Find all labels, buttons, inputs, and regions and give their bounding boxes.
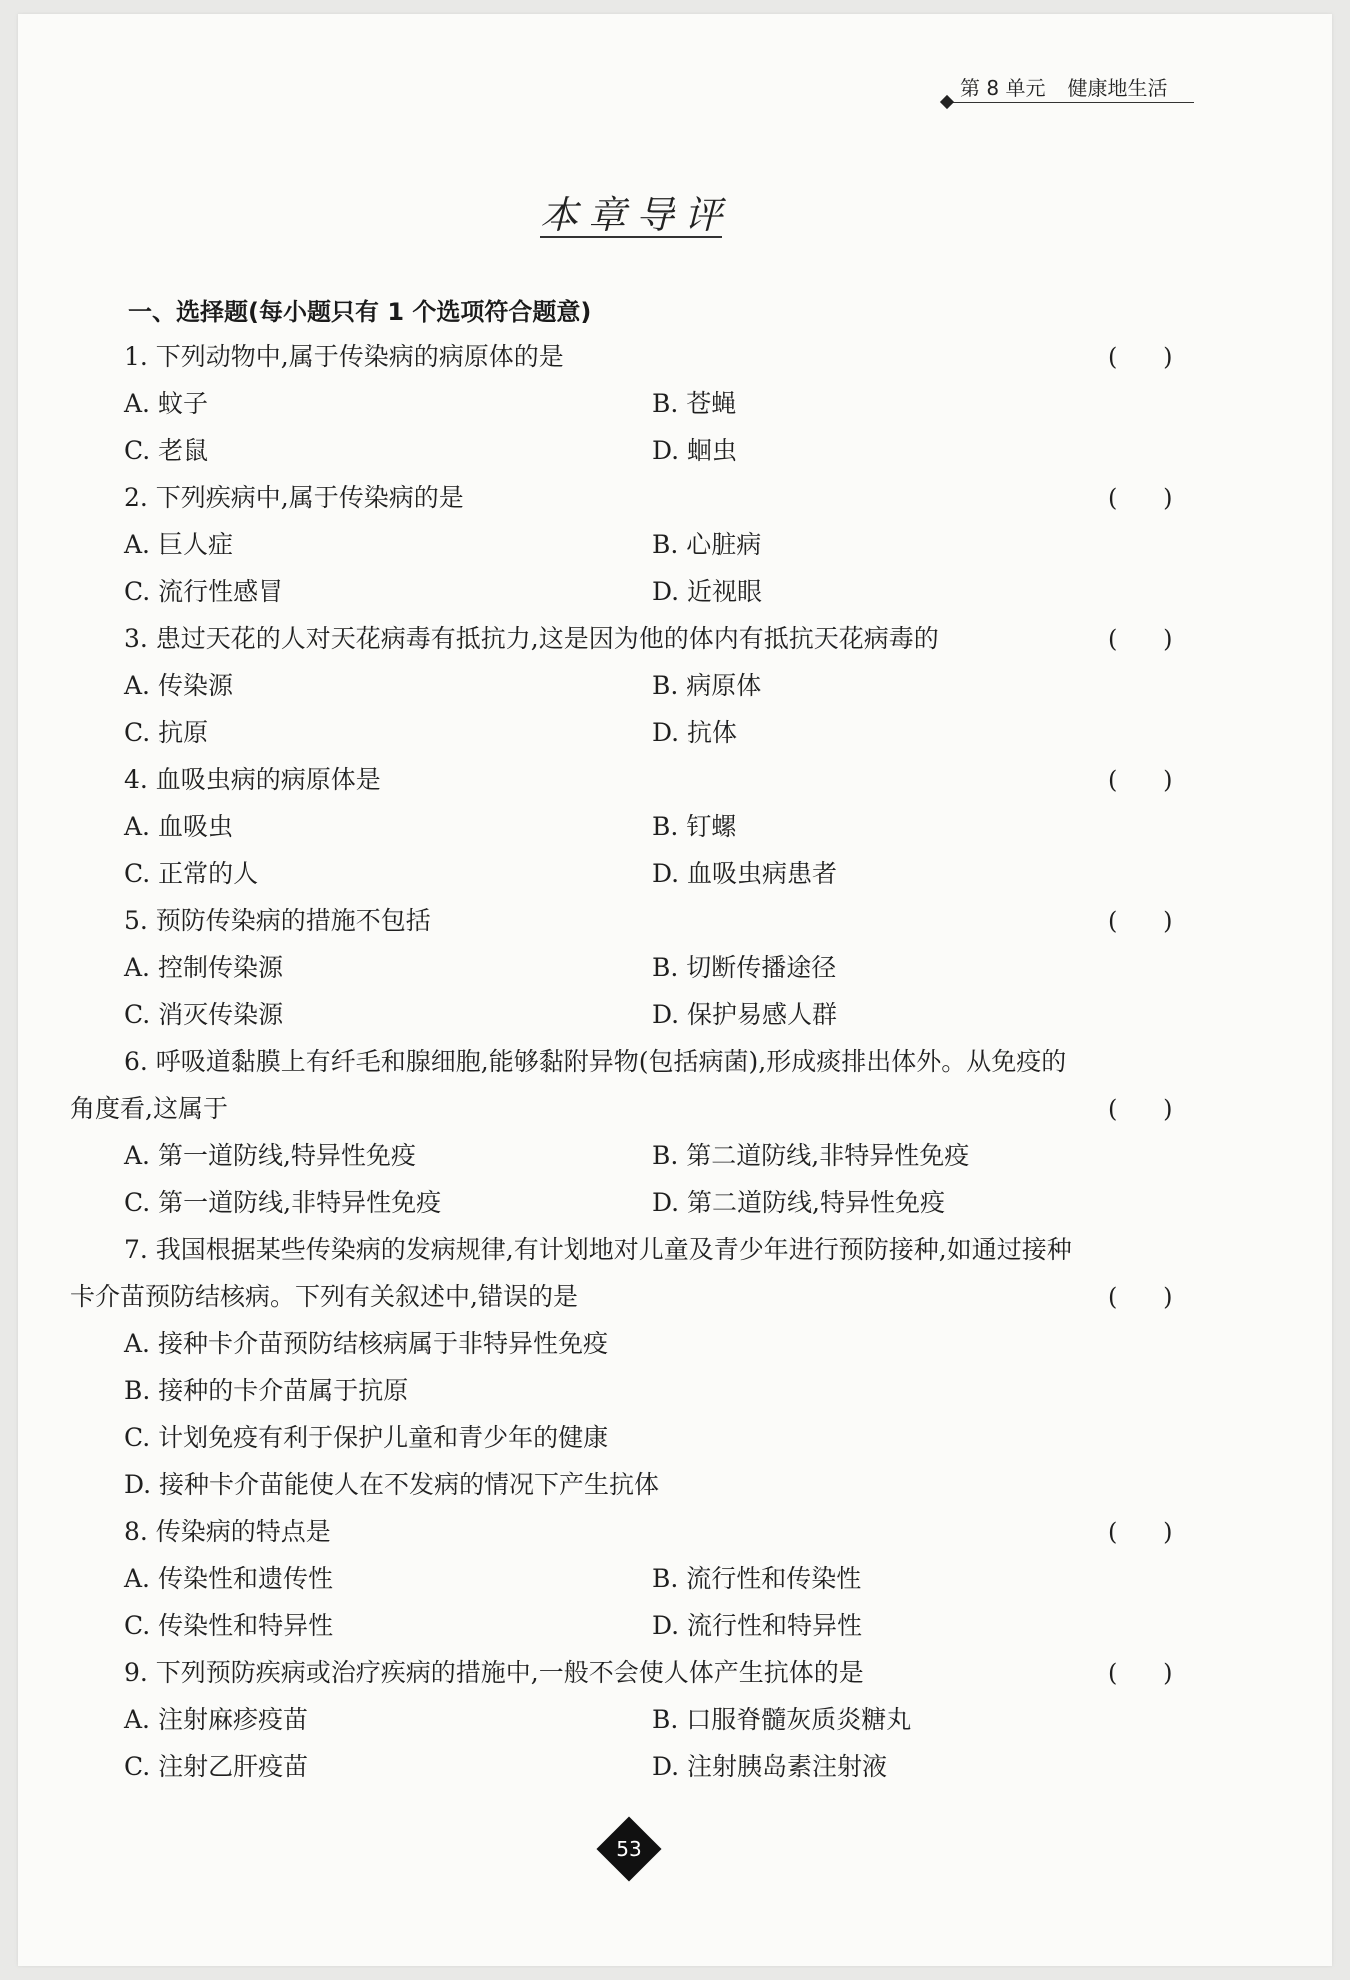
q8-option-a: A. 传染性和遗传性 [124, 1564, 333, 1593]
q5-option-c: C. 消灭传染源 [124, 1000, 284, 1029]
q7-answer-blank: ( ) [1108, 1283, 1173, 1311]
q2-option-c: C. 流行性感冒 [124, 577, 284, 606]
running-header [960, 72, 1167, 101]
q6-option-b: B. 第二道防线,非特异性免疫 [652, 1141, 970, 1170]
q3-option-d: D. 抗体 [652, 718, 738, 747]
q4-option-a: A. 血吸虫 [124, 812, 233, 841]
q9-answer-blank: ( ) [1108, 1659, 1173, 1687]
q9-option-c: C. 注射乙肝疫苗 [124, 1752, 309, 1781]
q8-option-d: D. 流行性和特异性 [652, 1611, 863, 1640]
q5-option-a: A. 控制传染源 [124, 953, 283, 982]
q1-option-d: D. 蛔虫 [652, 436, 738, 465]
q1-option-c: C. 老鼠 [124, 436, 209, 465]
q2-option-d: D. 近视眼 [652, 577, 763, 606]
q1-option-b: B. 苍蝇 [652, 389, 737, 418]
q6-option-a: A. 第一道防线,特异性免疫 [124, 1141, 416, 1170]
q8-stem: 8. 传染病的特点是 [124, 1517, 331, 1546]
q9-option-b: B. 口服脊髓灰质炎糖丸 [652, 1705, 912, 1734]
q5-option-d: D. 保护易感人群 [652, 1000, 838, 1029]
q8-option-c: C. 传染性和特异性 [124, 1611, 334, 1640]
q5-answer-blank: ( ) [1108, 907, 1173, 935]
q2-option-b: B. 心脏病 [652, 530, 762, 559]
q6-stem-line1: 6. 呼吸道黏膜上有纤毛和腺细胞,能够黏附异物(包括病菌),形成痰排出体外。从免疫的 [124, 1047, 1067, 1076]
q2-answer-blank: ( ) [1108, 484, 1173, 512]
q4-option-c: C. 正常的人 [124, 859, 259, 888]
q7-option-b: B. 接种的卡介苗属于抗原 [124, 1376, 409, 1405]
header-topic: 健康地生活 [1067, 76, 1168, 100]
q4-answer-blank: ( ) [1108, 766, 1173, 794]
q6-option-d: D. 第二道防线,特异性免疫 [652, 1188, 945, 1217]
page-number: 53 [616, 1837, 642, 1861]
q8-option-b: B. 流行性和传染性 [652, 1564, 862, 1593]
title-underline [540, 236, 722, 238]
q7-stem-line1: 7. 我国根据某些传染病的发病规律,有计划地对儿童及青少年进行预防接种,如通过接种 [124, 1235, 1072, 1264]
q3-option-c: C. 抗原 [124, 718, 209, 747]
q3-option-a: A. 传染源 [124, 671, 233, 700]
q5-option-b: B. 切断传播途径 [652, 953, 837, 982]
q5-stem: 5. 预防传染病的措施不包括 [124, 906, 431, 935]
q1-stem: 1. 下列动物中,属于传染病的病原体的是 [124, 342, 564, 371]
q3-stem: 3. 患过天花的人对天花病毒有抵抗力,这是因为他的体内有抵抗天花病毒的 [124, 624, 939, 653]
q6-answer-blank: ( ) [1108, 1095, 1173, 1123]
q1-option-a: A. 蚊子 [124, 389, 208, 418]
q9-option-a: A. 注射麻疹疫苗 [124, 1705, 308, 1734]
page-title: 本章导评 [540, 193, 733, 237]
q2-option-a: A. 巨人症 [124, 530, 233, 559]
q7-option-a: A. 接种卡介苗预防结核病属于非特异性免疫 [124, 1329, 608, 1358]
q7-stem-line2: 卡介苗预防结核病。下列有关叙述中,错误的是 [70, 1282, 578, 1311]
q7-option-c: C. 计划免疫有利于保护儿童和青少年的健康 [124, 1423, 609, 1452]
q4-option-d: D. 血吸虫病患者 [652, 859, 838, 888]
q2-stem: 2. 下列疾病中,属于传染病的是 [124, 483, 464, 512]
q3-answer-blank: ( ) [1108, 625, 1173, 653]
q9-option-d: D. 注射胰岛素注射液 [652, 1752, 888, 1781]
section-heading: 一、选择题(每小题只有 1 个选项符合题意) [128, 298, 592, 326]
header-unit: 第 8 单元 [960, 76, 1046, 100]
header-rule [950, 102, 1194, 103]
q3-option-b: B. 病原体 [652, 671, 762, 700]
q4-option-b: B. 钉螺 [652, 812, 737, 841]
q9-stem: 9. 下列预防疾病或治疗疾病的措施中,一般不会使人体产生抗体的是 [124, 1658, 864, 1687]
q1-answer-blank: ( ) [1108, 343, 1173, 371]
q6-stem-line2: 角度看,这属于 [70, 1094, 228, 1123]
q8-answer-blank: ( ) [1108, 1518, 1173, 1546]
q4-stem: 4. 血吸虫病的病原体是 [124, 765, 381, 794]
q7-option-d: D. 接种卡介苗能使人在不发病的情况下产生抗体 [124, 1470, 660, 1499]
q6-option-c: C. 第一道防线,非特异性免疫 [124, 1188, 442, 1217]
